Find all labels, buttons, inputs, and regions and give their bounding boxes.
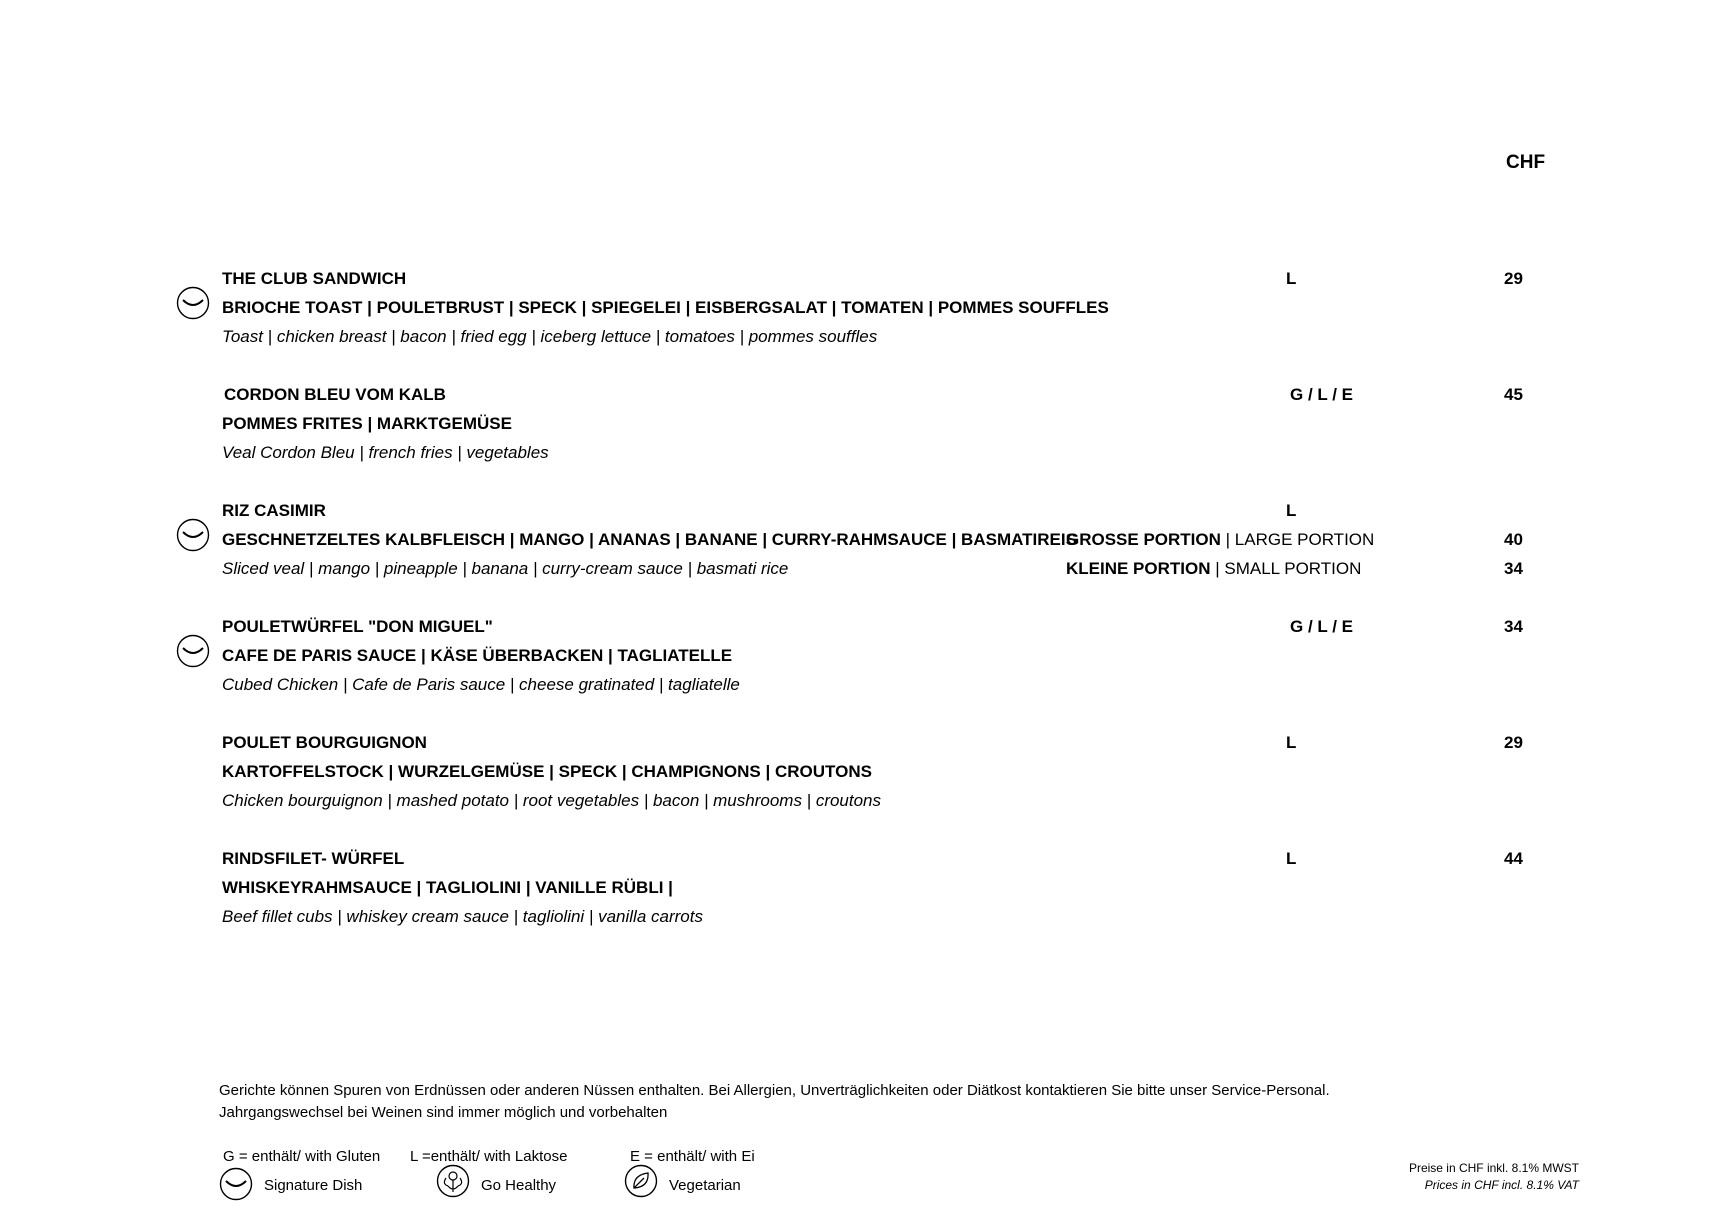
- dish-allergens: L: [1286, 733, 1297, 752]
- dish-description-de: POMMES FRITES | MARKTGEMÜSE: [222, 414, 512, 433]
- menu-item-pouletwuerfel: [0, 617, 1723, 707]
- dish-description-en: Sliced veal | mango | pineapple | banana | curry-cream sauce | basmati rice: [222, 559, 789, 578]
- vat-note-en: Prices in CHF incl. 8.1% VAT: [1424, 1178, 1579, 1192]
- portion-separator: |: [1220, 530, 1235, 549]
- menu-item-poulet-bourguignon: [0, 733, 1723, 823]
- dish-price: 44: [1504, 849, 1523, 868]
- wine-vintage-note: Jahrgangswechsel bei Weinen sind immer möglich und vorbehalten: [219, 1104, 668, 1121]
- legend-gluten: G = enthält/ with Gluten: [223, 1148, 381, 1165]
- currency-header: CHF: [1506, 152, 1546, 173]
- dish-price: 29: [1504, 733, 1523, 752]
- dish-allergens: L: [1286, 269, 1297, 288]
- allergy-note: Gerichte können Spuren von Erdnüssen oder anderen Nüssen enthalten. Bei Allergien, Unverträglichkeiten oder Diätkost kontaktieren Sie bitte unser Service-Personal.: [219, 1082, 1330, 1099]
- dish-allergens: G / L / E: [1290, 617, 1353, 636]
- menu-item-club-sandwich: [0, 269, 1723, 359]
- menu-item-cordon-bleu: [0, 385, 1723, 475]
- portion-label-en: SMALL PORTION: [1224, 559, 1362, 578]
- portion-price-small: 34: [1504, 559, 1523, 578]
- legend-healthy-label: Go Healthy: [481, 1177, 557, 1194]
- legend-lactose: L =enthält/ with Laktose: [410, 1148, 568, 1165]
- dish-description-de: WHISKEYRAHMSAUCE | TAGLIOLINI | VANILLE RÜBLI |: [222, 878, 673, 897]
- dish-description-en: Veal Cordon Bleu | french fries | vegetables: [222, 443, 549, 462]
- dish-description-en: Toast | chicken breast | bacon | fried egg | iceberg lettuce | tomatoes | pommes souffles: [222, 327, 878, 346]
- portion-label-de: KLEINE PORTION: [1066, 559, 1211, 578]
- dish-description-en: Chicken bourguignon | mashed potato | root vegetables | bacon | mushrooms | croutons: [222, 791, 882, 810]
- portion-label-de: GROSSE PORTION: [1066, 530, 1221, 549]
- dish-description-en: Cubed Chicken | Cafe de Paris sauce | cheese gratinated | tagliatelle: [222, 675, 740, 694]
- dish-allergens: G / L / E: [1290, 385, 1353, 404]
- portion-small: [1066, 559, 1361, 579]
- dish-price: 34: [1504, 617, 1523, 636]
- signature-dish-icon: [176, 634, 210, 668]
- signature-dish-icon: [176, 518, 210, 552]
- portion-large: [1066, 530, 1374, 550]
- go-healthy-icon: [436, 1164, 470, 1198]
- dish-price: 29: [1504, 269, 1523, 288]
- menu-item-rindsfilet: [0, 849, 1723, 939]
- vat-note-de: Preise in CHF inkl. 8.1% MWST: [1408, 1161, 1579, 1175]
- dish-name: POULET BOURGUIGNON: [222, 733, 427, 752]
- dish-name: POULETWÜRFEL "DON MIGUEL": [222, 617, 493, 636]
- dish-allergens: L: [1286, 849, 1297, 868]
- signature-dish-icon: [219, 1167, 253, 1201]
- dish-description-en: Beef fillet cubs | whiskey cream sauce | tagliolini | vanilla carrots: [222, 907, 703, 926]
- portion-price-large: 40: [1504, 530, 1523, 549]
- legend-signature-label: Signature Dish: [264, 1177, 363, 1194]
- portion-label-en: LARGE PORTION: [1234, 530, 1375, 549]
- portion-separator: |: [1210, 559, 1225, 578]
- dish-description-de: BRIOCHE TOAST | POULETBRUST | SPECK | SPIEGELEI | EISBERGSALAT | TOMATEN | POMMES SOUFFLES: [222, 298, 1109, 317]
- menu-item-riz-casimir: [0, 501, 1723, 591]
- vegetarian-leaf-icon: [624, 1164, 658, 1198]
- dish-name: CORDON BLEU VOM KALB: [224, 385, 446, 404]
- dish-description-de: CAFE DE PARIS SAUCE | KÄSE ÜBERBACKEN | TAGLIATELLE: [222, 646, 733, 665]
- legend-egg: E = enthält/ with Ei: [630, 1148, 755, 1165]
- dish-allergens: L: [1286, 501, 1297, 520]
- signature-dish-icon: [176, 286, 210, 320]
- legend-vegetarian-label: Vegetarian: [669, 1177, 741, 1194]
- dish-price: 45: [1504, 385, 1523, 404]
- dish-name: RIZ CASIMIR: [222, 501, 326, 520]
- dish-description-de: GESCHNETZELTES KALBFLEISCH | MANGO | ANANAS | BANANE | CURRY-RAHMSAUCE | BASMATIREIS: [222, 530, 1077, 549]
- dish-name: RINDSFILET- WÜRFEL: [222, 849, 405, 868]
- dish-description-de: KARTOFFELSTOCK | WURZELGEMÜSE | SPECK | CHAMPIGNONS | CROUTONS: [222, 762, 872, 781]
- dish-name: THE CLUB SANDWICH: [222, 269, 407, 288]
